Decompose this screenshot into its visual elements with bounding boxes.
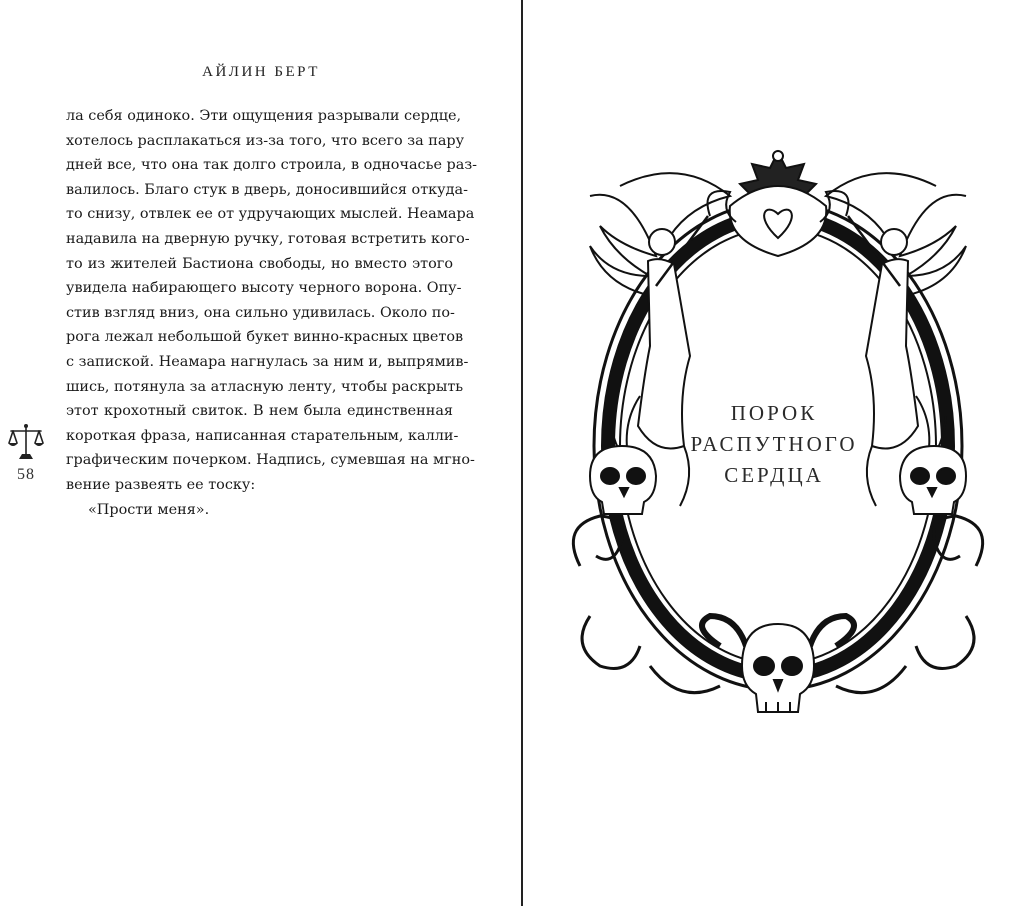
text-line-quote: «Прости меня». bbox=[88, 501, 210, 518]
text-line: увидела набирающего высоту черного ворона. Опу- bbox=[66, 280, 462, 297]
text-line: то снизу, отвлек ее от удручающих мыслей. Неамара bbox=[66, 206, 475, 223]
text-line: короткая фраза, написанная старательным, калли- bbox=[66, 427, 459, 444]
text-line: надавила на дверную ручку, готовая встретить кого- bbox=[66, 230, 470, 247]
text-line: графическим почерком. Надпись, сумевшая на мгно- bbox=[66, 452, 475, 469]
text-line: валилось. Благо стук в дверь, доносившийся откуда- bbox=[66, 181, 468, 198]
right-page bbox=[524, 0, 1024, 906]
text-line: этот крохотный свиток. В нем была единственная bbox=[66, 403, 453, 420]
text-line: вение развеять ее тоску: bbox=[66, 476, 256, 493]
running-head: АЙЛИН БЕРТ bbox=[202, 64, 320, 80]
book-spine bbox=[521, 0, 523, 906]
text-line: шись, потянула за атласную ленту, чтобы раскрыть bbox=[66, 378, 464, 395]
body-text bbox=[66, 104, 478, 522]
text-line: ла себя одиноко. Эти ощущения разрывали сердце, bbox=[66, 108, 462, 124]
text-line: хотелось расплакаться из-за того, что всего за пару bbox=[66, 132, 465, 149]
text-line: то из жителей Бастиона свободы, но вместо этого bbox=[66, 255, 453, 272]
text-line: дней все, что она так долго строила, в одночасье раз- bbox=[66, 157, 478, 174]
chapter-title bbox=[674, 398, 874, 491]
chapter-title-line: ПОРОК bbox=[730, 401, 818, 425]
chapter-title-line: РАСПУТНОГО bbox=[690, 432, 858, 456]
page-number: 58 bbox=[17, 466, 35, 483]
scales-icon bbox=[6, 422, 46, 462]
chapter-title-line: СЕРДЦА bbox=[724, 463, 824, 487]
text-line: стив взгляд вниз, она сильно удивилась. Около по- bbox=[66, 304, 455, 321]
text-line: с запиской. Неамара нагнулась за ним и, выпрямив- bbox=[66, 353, 469, 370]
text-line: рога лежал небольшой букет винно-красных цветов bbox=[66, 329, 464, 346]
